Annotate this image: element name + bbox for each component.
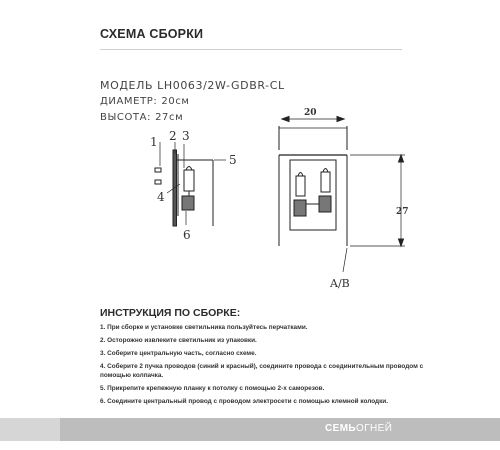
side-label-3: 3	[182, 129, 190, 143]
footer-accent	[0, 418, 60, 441]
spec-diameter-label: ДИАМЕТР:	[100, 96, 158, 107]
list-item: 4. Соберите 2 пучка проводов (синий и красный), соедините провода с соединительным проводом с помощью колпачка.	[100, 363, 424, 379]
spec-height-label: ВЫСОТА:	[100, 112, 152, 123]
side-label-4: 4	[157, 190, 165, 204]
screw-top	[155, 168, 161, 172]
socket-base	[182, 196, 194, 210]
screw-bottom	[155, 180, 161, 184]
spec-diameter-value: 20см	[161, 96, 190, 107]
spec-model-value: LH0063/2W-GDBR-CL	[157, 79, 285, 92]
spec-model-label: МОДЕЛЬ	[100, 79, 154, 92]
dimension-width: 20	[304, 108, 317, 118]
brand-light-text: ОГНЕЙ	[356, 423, 393, 434]
list-item: 5. Прикрепите крепежную планку к потолку с помощью 2-х саморезов.	[100, 385, 325, 392]
side-label-2: 2	[169, 129, 177, 143]
left-candle	[296, 176, 305, 196]
side-view	[155, 142, 226, 226]
list-item: 6. Соедините центральный провод с проводом электросети с помощью клемной колодки.	[100, 398, 389, 405]
flame-tip	[186, 167, 192, 171]
list-item: 2. Осторожно извлеките светильник из упаковки.	[100, 337, 257, 344]
brand-logo	[325, 423, 392, 434]
side-label-1: 1	[150, 135, 158, 149]
list-item: 1. При сборке и установке светильника пользуйтесь перчатками.	[100, 324, 308, 331]
footer-bar	[0, 418, 500, 441]
instructions-title: ИНСТРУКЦИЯ ПО СБОРКЕ:	[100, 307, 241, 319]
right-candle	[321, 172, 330, 192]
front-view	[279, 117, 405, 273]
ab-label: A/B	[330, 277, 350, 290]
list-item: 3. Соберите центральную часть, согласно схеме.	[100, 350, 257, 357]
instructions-list	[100, 323, 430, 410]
brand-bold-text: СЕМЬ	[325, 423, 357, 434]
side-label-5: 5	[229, 153, 237, 167]
spec-height-value: 27см	[155, 112, 184, 123]
page-title: СХЕМА СБОРКИ	[100, 27, 204, 41]
side-label-6: 6	[183, 228, 191, 242]
glass-panel	[290, 160, 336, 230]
dimension-height: 27	[396, 207, 409, 217]
candle-bulb	[184, 170, 194, 191]
